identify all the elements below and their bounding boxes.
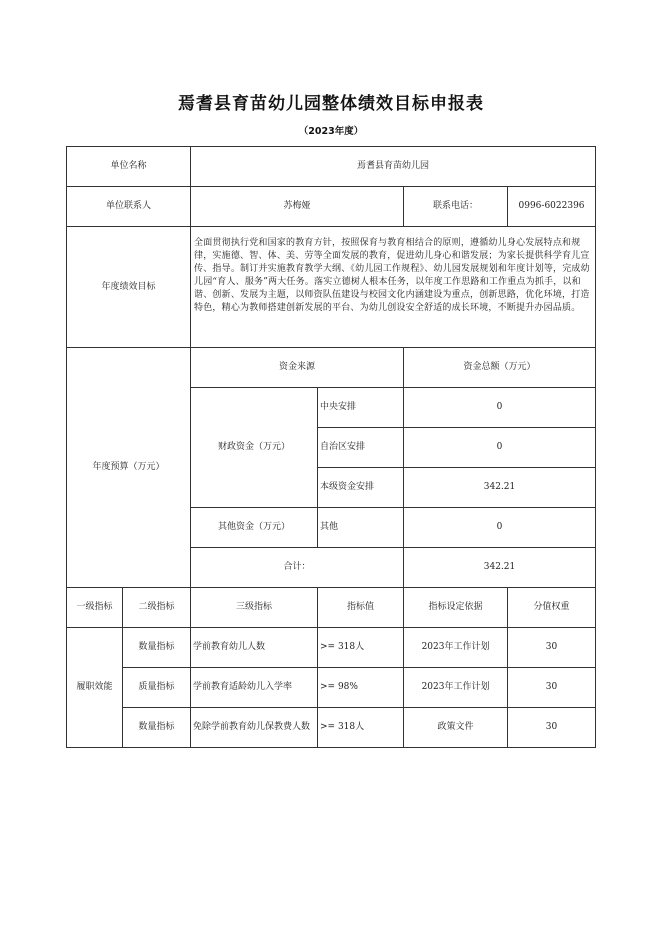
indicator-header-row — [67, 588, 596, 628]
level3-indicator: 学前教育幼儿人数 — [191, 628, 318, 668]
indicator-value: >= 318人 — [318, 628, 404, 668]
other-fund-value: 0 — [404, 508, 596, 548]
contact-label: 单位联系人 — [67, 187, 191, 227]
header-value: 指标值 — [318, 588, 404, 628]
unit-name-label: 单位名称 — [67, 147, 191, 187]
sum-label: 合计： — [191, 548, 404, 588]
contact-row — [67, 187, 596, 227]
level2-indicator: 数量指标 — [123, 708, 191, 748]
other-fund-name: 其他 — [318, 508, 404, 548]
goal-text: 全面贯彻执行党和国家的教育方针，按照保育与教育相结合的原则，遵循幼儿身心发展特点和规律，实施德、智、体、美、劳等全面发展的教育，促进幼儿身心和谐发展；为家长提供科学育儿宣传、指导。制订并实施教育教学大纲、《幼儿园工作规程》、幼儿园发展规划和年度计划等，完成幼儿园“育人、服务”两大任务。落实立德树人根本任务，以年度工作思路和工作重点为抓手，以和谐、创新、发展为主题，以师资队伍建设与校园文化内涵建设为重点，创新思路，优化环境，打造特色，精心为教师搭建创新发展的平台、为幼儿创设安全舒适的成长环境，不断提升办园品质。 — [191, 227, 596, 348]
fund-source-header: 资金来源 — [191, 348, 404, 388]
phone-value: 0996-6022396 — [508, 187, 596, 227]
level1-indicator: 履职效能 — [67, 628, 123, 748]
indicator-basis: 2023年工作计划 — [404, 628, 508, 668]
level3-indicator: 免除学前教育幼儿保教费人数 — [191, 708, 318, 748]
budget-header-row — [67, 348, 596, 388]
fund-value: 0 — [404, 388, 596, 428]
fiscal-fund-label: 财政资金（万元） — [191, 388, 318, 508]
fund-total-header: 资金总额（万元） — [404, 348, 596, 388]
indicator-value: >= 98% — [318, 668, 404, 708]
indicator-weight: 30 — [508, 668, 596, 708]
performance-form-table — [66, 146, 596, 748]
header-level1: 一级指标 — [67, 588, 123, 628]
contact-value: 苏梅娅 — [191, 187, 404, 227]
header-weight: 分值权重 — [508, 588, 596, 628]
indicator-basis: 政策文件 — [404, 708, 508, 748]
level2-indicator: 质量指标 — [123, 668, 191, 708]
document-year: （2023年度） — [298, 126, 364, 137]
fund-name: 中央安排 — [318, 388, 404, 428]
fund-value: 0 — [404, 428, 596, 468]
level3-indicator: 学前教育适龄幼儿入学率 — [191, 668, 318, 708]
document-title: 焉耆县育苗幼儿园整体绩效目标申报表 — [178, 94, 484, 114]
goal-row — [67, 227, 596, 348]
header-basis: 指标设定依据 — [404, 588, 508, 628]
indicator-basis: 2023年工作计划 — [404, 668, 508, 708]
indicator-weight: 30 — [508, 628, 596, 668]
indicator-row — [67, 628, 596, 668]
indicator-row — [67, 668, 596, 708]
fund-name: 本级资金安排 — [318, 468, 404, 508]
indicator-weight: 30 — [508, 708, 596, 748]
level2-indicator: 数量指标 — [123, 628, 191, 668]
indicator-row — [67, 708, 596, 748]
header-level2: 二级指标 — [123, 588, 191, 628]
goal-label: 年度绩效目标 — [67, 227, 191, 348]
fund-name: 自治区安排 — [318, 428, 404, 468]
phone-label: 联系电话： — [404, 187, 508, 227]
unit-name-value: 焉耆县育苗幼儿园 — [191, 147, 596, 187]
sum-value: 342.21 — [404, 548, 596, 588]
budget-label: 年度预算（万元） — [67, 348, 191, 588]
fund-value: 342.21 — [404, 468, 596, 508]
other-fund-label: 其他资金（万元） — [191, 508, 318, 548]
indicator-value: >= 318人 — [318, 708, 404, 748]
header-level3: 三级指标 — [191, 588, 318, 628]
unit-name-row — [67, 147, 596, 187]
